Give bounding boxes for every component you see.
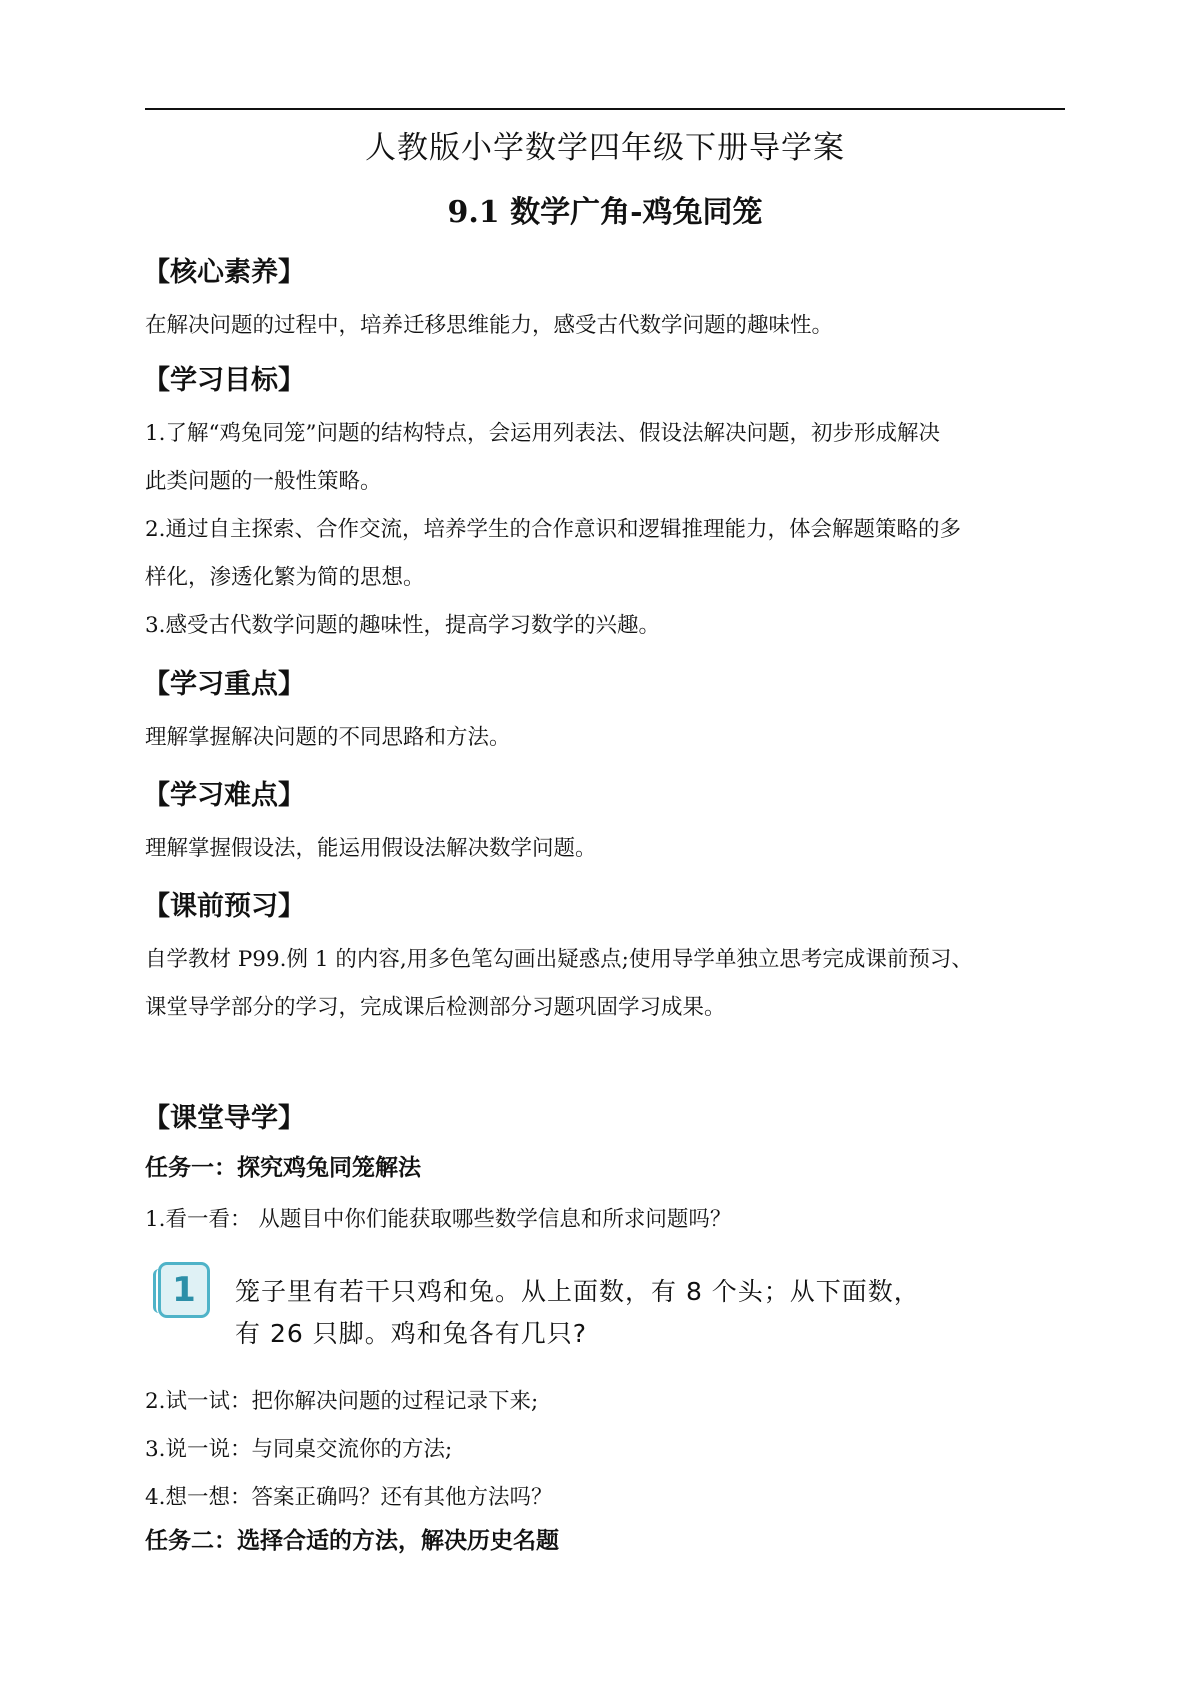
example-number: 1 [172,1270,196,1310]
difficulties-heading: 【学习难点】 [143,780,305,811]
example-text-line-2: 有 26 只脚。鸡和兔各有几只? [235,1319,587,1348]
document-title: 人教版小学数学四年级下册导学案 [365,130,845,166]
task-1-title: 任务一：探究鸡兔同笼解法 [145,1154,421,1181]
header-rule [145,108,1065,110]
goal-1-line-1: 1.了解“鸡兔同笼”问题的结构特点，会运用列表法、假设法解决问题，初步形成解决 [145,421,940,446]
goal-1-line-2: 此类问题的一般性策略。 [145,469,382,494]
step-3-discuss: 3.说一说：与同桌交流你的方法; [145,1437,453,1462]
learning-goals-heading: 【学习目标】 [143,365,305,396]
preview-line-1: 自学教材 P99.例 1 的内容,用多色笔勾画出疑惑点;使用导学单独立思考完成课前预习、 [145,947,973,972]
example-text-line-1: 笼子里有若干只鸡和兔。从上面数，有 8 个头；从下面数， [235,1277,920,1306]
core-literacy-heading: 【核心素养】 [143,257,305,288]
preview-heading: 【课前预习】 [143,891,305,922]
goal-2-line-2: 样化，渗透化繁为简的思想。 [145,565,425,590]
lesson-title: 9.1 数学广角-鸡兔同笼 [447,195,763,230]
step-2-try: 2.试一试：把你解决问题的过程记录下来; [145,1389,539,1414]
goal-3: 3.感受古代数学问题的趣味性，提高学习数学的兴趣。 [145,613,661,638]
core-literacy-text: 在解决问题的过程中，培养迁移思维能力，感受古代数学问题的趣味性。 [145,313,834,338]
preview-line-2: 课堂导学部分的学习，完成课后检测部分习题巩固学习成果。 [145,995,726,1020]
task-2-title: 任务二：选择合适的方法，解决历史名题 [145,1527,559,1554]
example-number-badge [158,1262,210,1318]
goal-2-line-1: 2.通过自主探索、合作交流，培养学生的合作意识和逻辑推理能力，体会解题策略的多 [145,517,962,542]
key-points-text: 理解掌握解决问题的不同思路和方法。 [145,725,511,750]
difficulties-text: 理解掌握假设法，能运用假设法解决数学问题。 [145,836,597,861]
step-4-think: 4.想一想：答案正确吗？还有其他方法吗？ [145,1485,553,1510]
step-1-look: 1.看一看： 从题目中你们能获取哪些数学信息和所求问题吗？ [145,1207,732,1232]
key-points-heading: 【学习重点】 [143,669,305,700]
classroom-guide-heading: 【课堂导学】 [143,1103,305,1134]
